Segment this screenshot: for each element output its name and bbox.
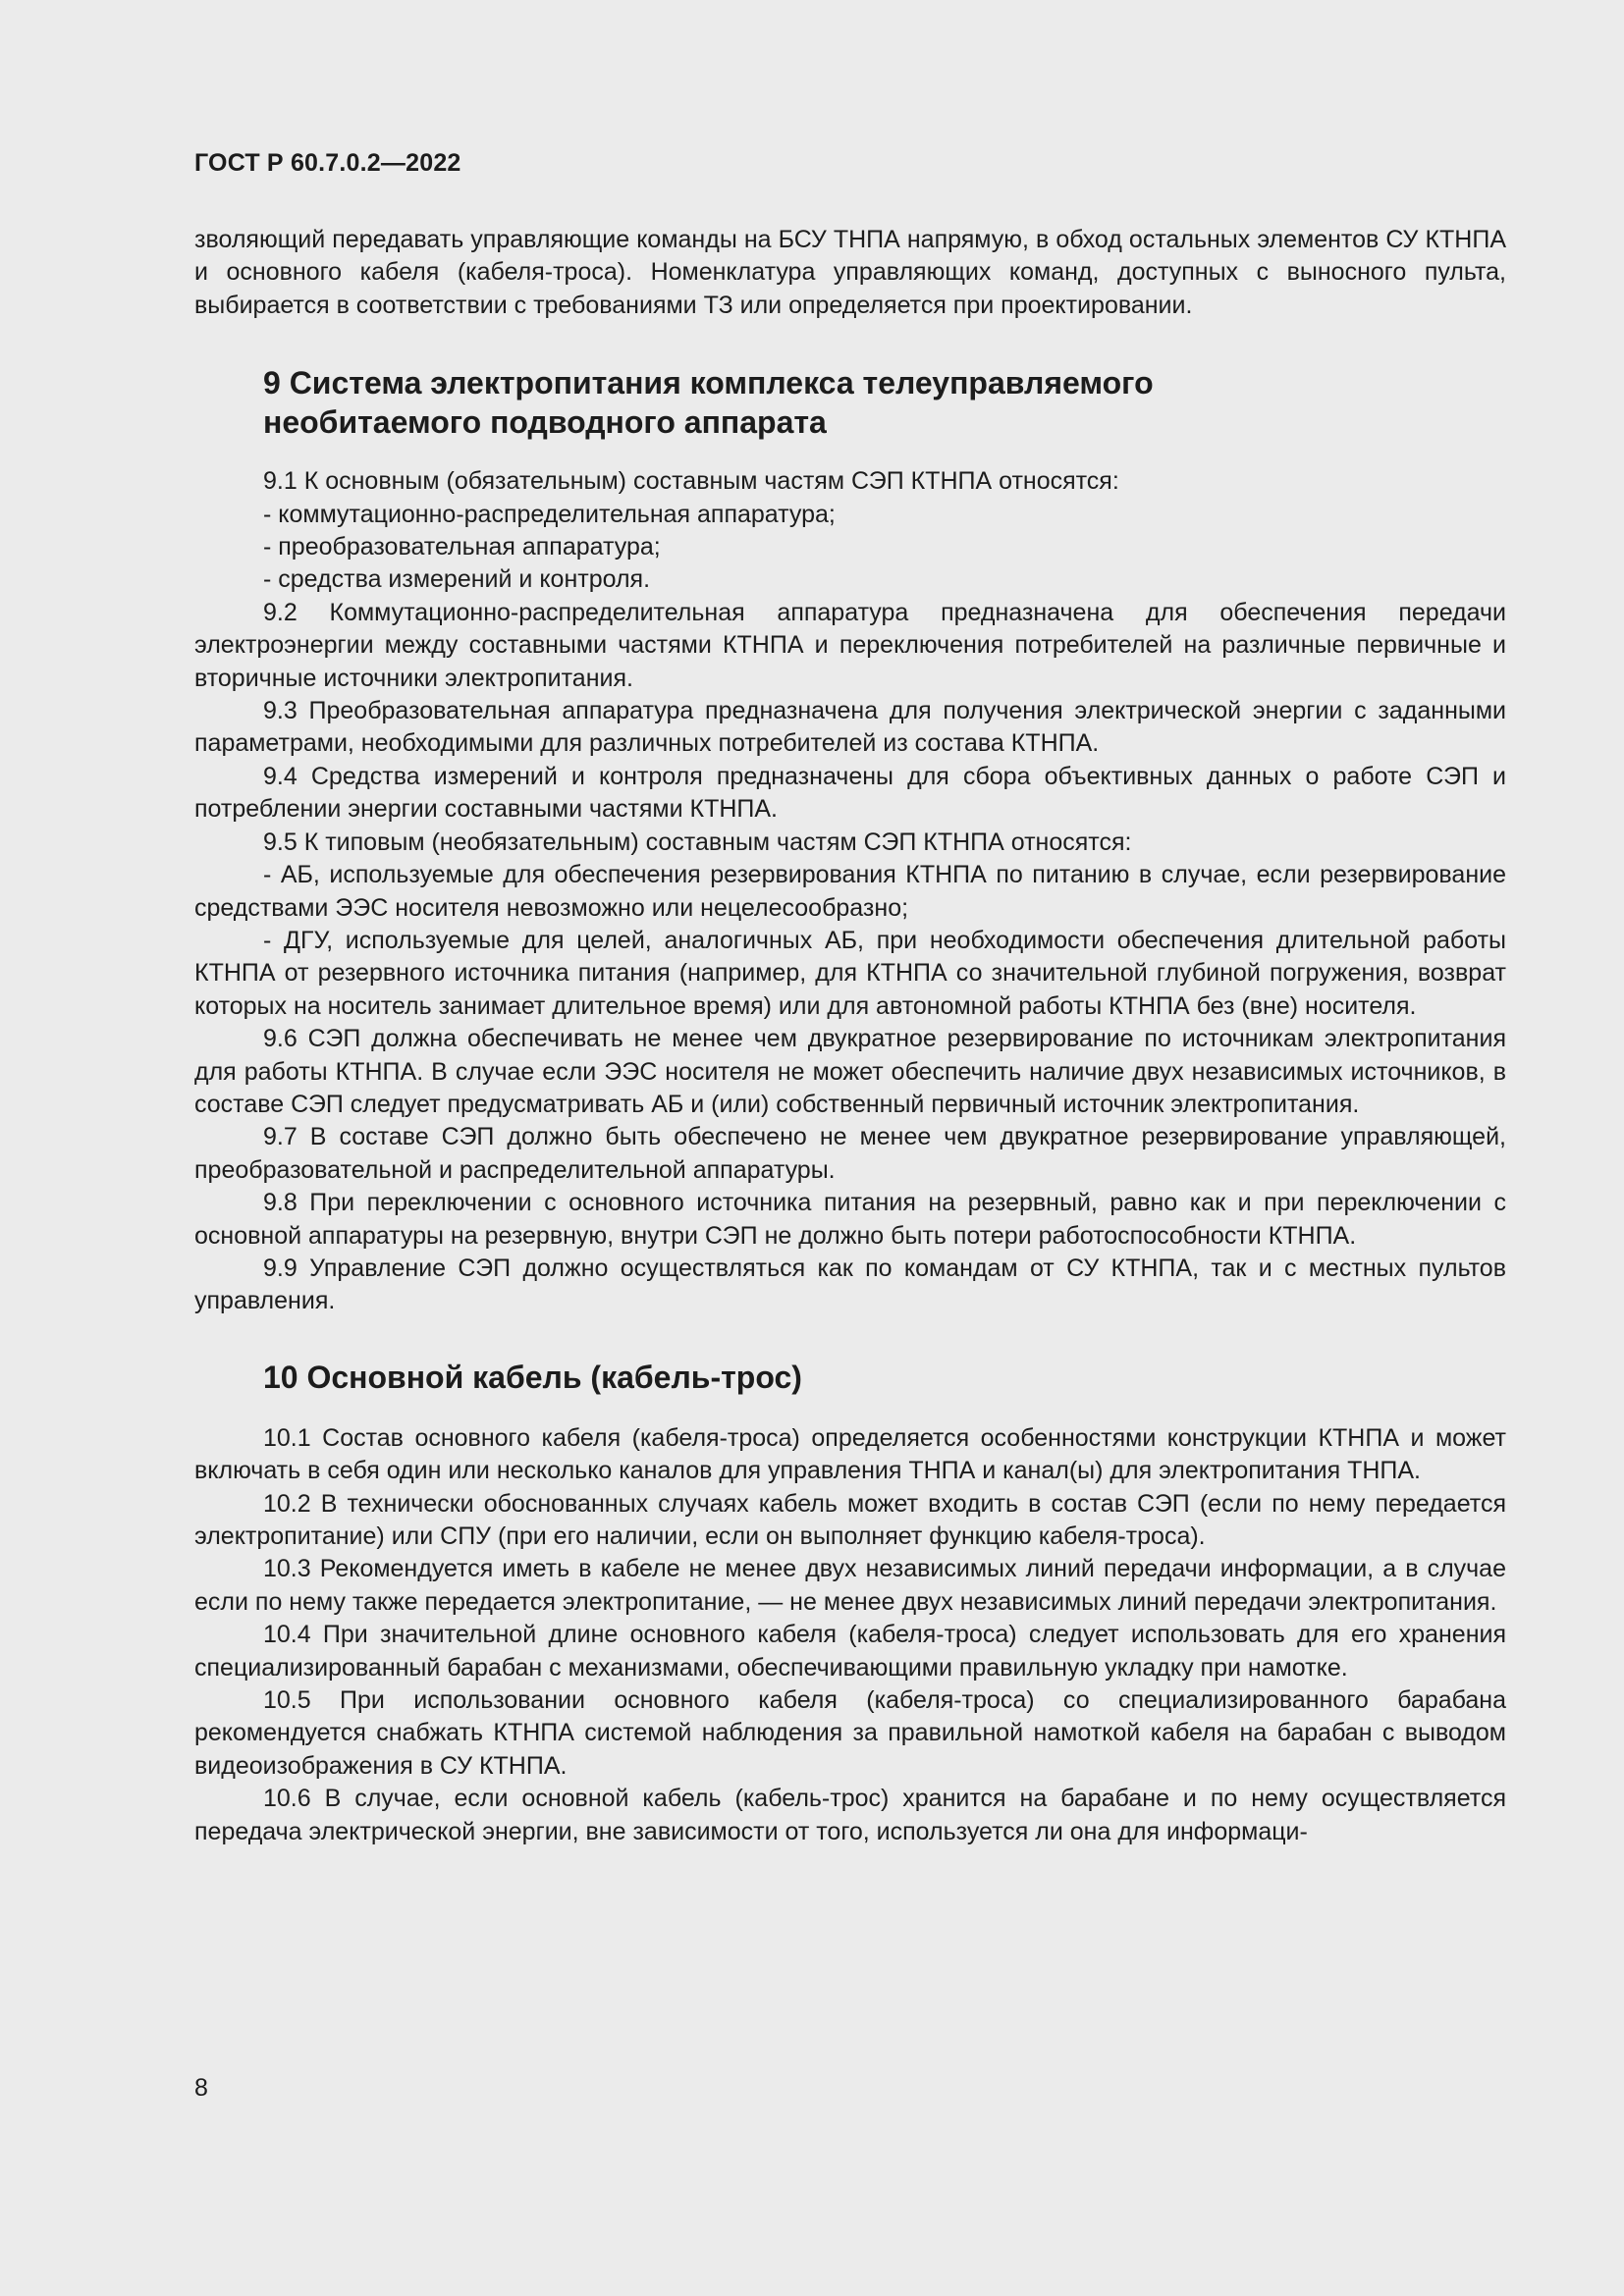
- section-9-heading-line2: необитаемого подводного аппарата: [263, 404, 827, 441]
- clause-9-4: 9.4 Средства измерений и контроля предназначены для сбора объективных данных о работе СЭП и потреблении энергии составными частями КТНПА.: [194, 762, 1506, 824]
- clause-9-1: 9.1 К основным (обязательным) составным частям СЭП КТНПА относятся:: [263, 467, 1119, 496]
- page-body: [194, 224, 1506, 1848]
- list-item: - средства измерений и контроля.: [263, 565, 651, 594]
- section-9-heading: [194, 363, 1506, 442]
- list-item: - преобразовательная аппаратура;: [263, 533, 661, 561]
- list-item: - АБ, используемые для обеспечения резервирования КТНПА по питанию в случае, если резервирование средствами ЭЭС носителя невозможно или нецелесообразно;: [194, 861, 1506, 922]
- clause-10-1: 10.1 Состав основного кабеля (кабеля-троса) определяется особенностями конструкции КТНПА и может включать в себя один или несколько каналов для управления ТНПА и канал(ы) для электропитания ТНПА.: [194, 1423, 1506, 1485]
- clause-9-2: 9.2 Коммутационно-распределительная аппаратура предназначена для обеспечения передачи электроэнергии между составными частями КТНПА и переключения потребителей на различные первичные и вторичные источники электропитания.: [194, 598, 1506, 692]
- page-number: 8: [194, 2074, 208, 2102]
- clause-10-2: 10.2 В технически обоснованных случаях кабель может входить в состав СЭП (если по нему передается электропитание) или СПУ (при его наличии, если он выполняет функцию кабеля-троса).: [194, 1489, 1506, 1550]
- list-item: - коммутационно-распределительная аппаратура;: [263, 500, 836, 528]
- clause-10-4: 10.4 При значительной длине основного кабеля (кабеля-троса) следует использовать для его хранения специализированный барабан с механизмами, обеспечивающими правильную укладку при намотке.: [194, 1621, 1506, 1682]
- clause-9-7: 9.7 В составе СЭП должно быть обеспечено не менее чем двукратное резервирование управляющей, преобразовательной и распределительной аппаратуры.: [194, 1123, 1506, 1184]
- clause-9-3: 9.3 Преобразовательная аппаратура предназначена для получения электрической энергии с заданными параметрами, необходимыми для различных потребителей из состава КТНПА.: [194, 697, 1506, 758]
- clause-9-6: 9.6 СЭП должна обеспечивать не менее чем двукратное резервирование по источникам электропитания для работы КТНПА. В случае если ЭЭС носителя не может обеспечить наличие двух независимых источников, в составе СЭП следует предусматривать АБ и (или) собственный первичный источник электропитания.: [194, 1025, 1506, 1118]
- clause-9-5: 9.5 К типовым (необязательным) составным частям СЭП КТНПА относятся:: [263, 828, 1132, 856]
- document-header: ГОСТ Р 60.7.0.2—2022: [194, 149, 461, 177]
- section-9-heading-line1: 9 Система электропитания комплекса телеуправляемого: [263, 365, 1154, 401]
- clause-9-9: 9.9 Управление СЭП должно осуществляться как по командам от СУ КТНПА, так и с местных пультов управления.: [194, 1254, 1506, 1315]
- clause-10-3: 10.3 Рекомендуется иметь в кабеле не менее двух независимых линий передачи информации, а в случае если по нему также передается электропитание, — не менее двух независимых линий передачи электропитания.: [194, 1555, 1506, 1616]
- clause-10-6: 10.6 В случае, если основной кабель (кабель-трос) хранится на барабане и по нему осуществляется передача электрической энергии, вне зависимости от того, используется ли она для информаци-: [194, 1785, 1506, 1845]
- list-item: - ДГУ, используемые для целей, аналогичных АБ, при необходимости обеспечения длительной работы КТНПА от резервного источника питания (например, для КТНПА со значительной глубиной погружения, возврат которых на носитель занимает длительное время) или для автономной работы КТНПА без (вне) носителя.: [194, 926, 1506, 1020]
- clause-10-5: 10.5 При использовании основного кабеля (кабеля-троса) со специализированного барабана рекомендуется снабжать КТНПА системой наблюдения за правильной намоткой кабеля на барабан с выводом видеоизображения в СУ КТНПА.: [194, 1686, 1506, 1780]
- section-10-heading: 10 Основной кабель (кабель-трос): [263, 1359, 802, 1395]
- clause-9-8: 9.8 При переключении с основного источника питания на резервный, равно как и при переключении с основной аппаратуры на резервную, внутри СЭП не должно быть потери работоспособности КТНПА.: [194, 1189, 1506, 1250]
- intro-paragraph: зволяющий передавать управляющие команды на БСУ ТНПА напрямую, в обход остальных элементов СУ КТНПА и основного кабеля (кабеля-троса). Номенклатура управляющих команд, доступных с выносного пульта, выбирается в соответствии с требованиями ТЗ или определяется при проектировании.: [194, 226, 1506, 319]
